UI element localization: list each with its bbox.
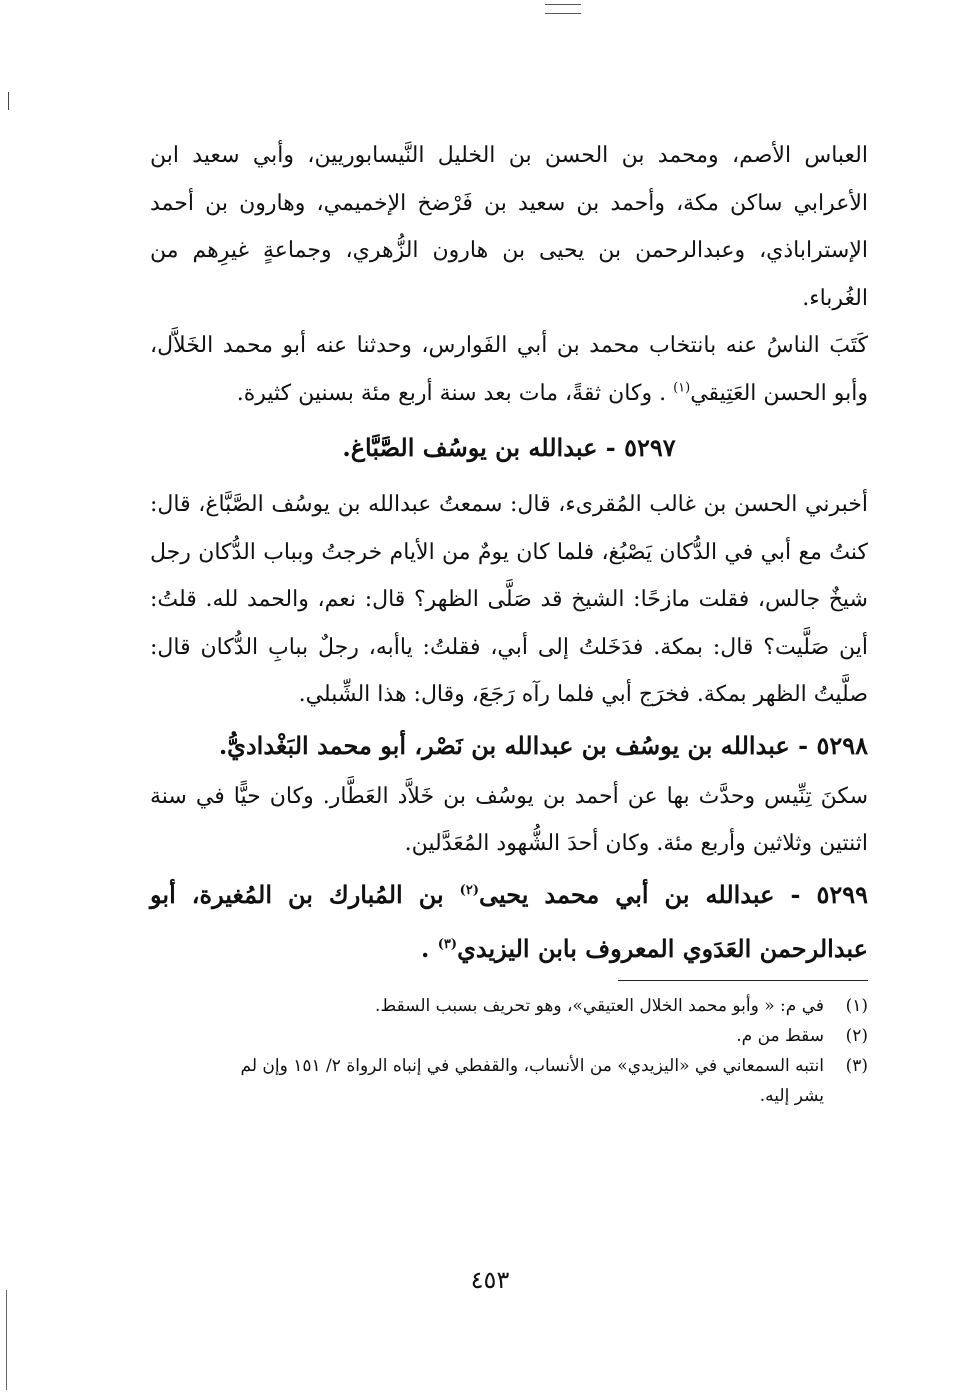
footnotes xyxy=(150,991,868,1111)
entry-heading-5297: ٥٢٩٧ - عبدالله بن يوسُف الصَّبَّاغ. xyxy=(342,433,676,462)
footnote-2 xyxy=(150,1021,868,1051)
paragraph-3: أخبرني الحسن بن غالب المُقرىء، قال: سمعتُ عبدالله بن يوسُف الصَّبَّاغ، قال: كنتُ مع أبي في الدُّكان يَصْبُغ، فلما كان يومٌ من الأيام خرجتُ وبباب الدُّكان رجل شيخٌ جالس، فقلت مازحًا: الشيخ قد صَلَّى الظهر؟ قال: نعم، والحمد لله. قلتُ: أين صَلَّيت؟ قال: بمكة. فدَخَلتُ إلى أبي، فقلتُ: ياأبه، رجلٌ ببابِ الدُّكان قال: صلَّيتُ الظهر بمكة. فخرَج أبي فلما رآه رَجَعَ، وقال: هذا الشِّبلي. xyxy=(150,492,868,707)
footnote-3 xyxy=(150,1051,868,1081)
page-number: ٤٥٣ xyxy=(470,1266,510,1294)
footnote-text: سقط من م. xyxy=(736,1025,824,1046)
top-ornament xyxy=(545,4,581,14)
footnote-text: في م: « وأبو محمد الخلال العتيقي»، وهو تحريف بسبب السقط. xyxy=(375,995,824,1016)
footnote-separator xyxy=(618,980,868,981)
entry-heading-5298: ٥٢٩٨ - عبدالله بن يوسُف بن عبدالله بن نَصْر، أبو محمد البَغْداديُّ. xyxy=(218,730,868,760)
entry-heading-5299-a: ٥٢٩٩ - عبدالله بن أبي محمد يحيى xyxy=(478,879,868,909)
footnote-number: (٢) xyxy=(845,1025,868,1046)
paragraph-4: سكنَ تِنِّيس وحدَّث بها عن أحمد بن يوسُف بن خَلاَّد العَطَّار. وكان حيًّا في سنة اثنتين وثلاثين وأربع مئة. وكان أحدَ الشُّهود المُعَدَّلين. xyxy=(150,783,868,856)
footnote-number: (٣) xyxy=(845,1055,868,1076)
entry-heading-5299 xyxy=(150,868,868,976)
footnote-ref-3: (٣) xyxy=(437,936,458,952)
entry-heading-5299-c: . xyxy=(421,933,438,963)
page-body xyxy=(150,132,868,1111)
footnote-number: (١) xyxy=(845,995,868,1016)
footnote-ref-2: (٢) xyxy=(459,882,479,898)
scan-edge xyxy=(6,1290,7,1390)
paragraph-1: العباس الأصم، ومحمد بن الحسن بن الخليل النَّيسابوريين، وأبي سعيد ابن الأعرابي ساكن مكة، وأحمد بن سعيد بن فَرْضخ الإخميمي، وهارون بن أحمد الإستراباذي، وعبدالرحمن بن يحيى بن هارون الزُّهري، وجماعةٍ غيرِهم من الغُرباء. xyxy=(150,143,868,311)
paragraph-2-text-b: . وكان ثقةً، مات بعد سنة أربع مئة بسنين كثيرة. xyxy=(236,380,674,406)
paragraph-2 xyxy=(150,322,868,417)
entry-heading-5299-b: بن المُبارك بن المُغيرة، أبو عبدالرحمن العَدَوي المعروف بابن اليزيدي xyxy=(150,879,868,963)
paragraph-2-text-a: كَتَبَ الناسُ عنه بانتخاب محمد بن أبي الفَوارس، وحدثنا عنه أبو محمد الخَلاَّل، وأبو الحسن العَتِيقي xyxy=(150,333,868,406)
footnote-1 xyxy=(150,991,868,1021)
footnote-text: انتبه السمعاني في «اليزيدي» من الأنساب، والقفطي في إنباه الرواة ٢/ ١٥١ وإن لم xyxy=(240,1055,824,1076)
footnote-ref-1: (١) xyxy=(673,380,691,396)
scan-mark xyxy=(8,92,9,110)
footnote-3-continued: يشر إليه. xyxy=(759,1085,824,1106)
